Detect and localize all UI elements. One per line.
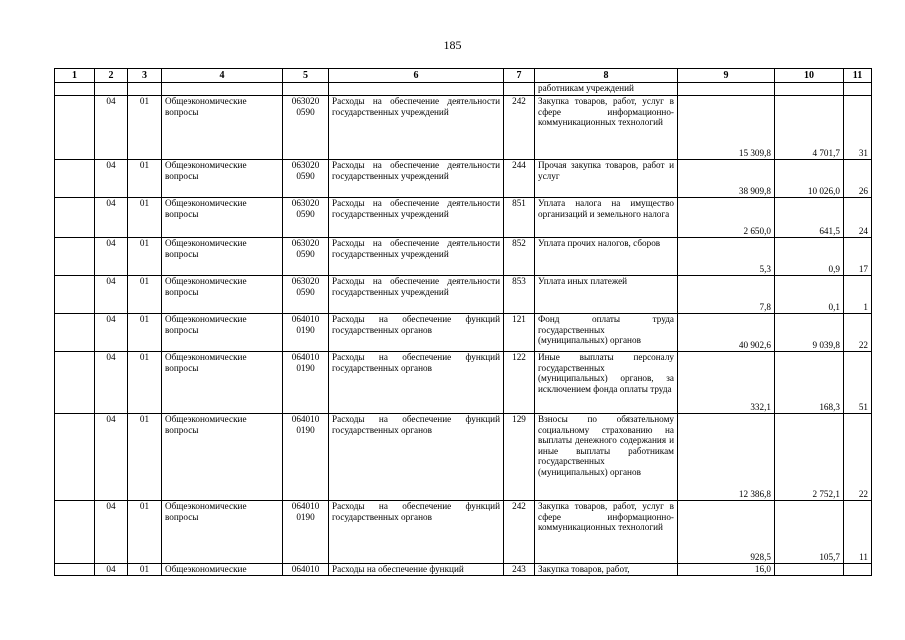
- executed-amount-cell: 168,3: [775, 352, 844, 414]
- column-header: 3: [128, 69, 162, 83]
- column-header: 11: [844, 69, 872, 83]
- subsection-code-cell: 01: [128, 414, 162, 501]
- column-header: 8: [535, 69, 678, 83]
- expense-code-cell: 851: [504, 198, 535, 238]
- section-name-cell: Общеэкономические вопросы: [162, 198, 283, 238]
- expense-type-cell: Закупка товаров, работ,: [535, 564, 678, 576]
- table-row: [55, 352, 872, 414]
- target-code-cell: 063020 0590: [283, 276, 329, 314]
- table-row: [55, 198, 872, 238]
- table-header-row: [55, 69, 872, 83]
- section-name-cell: Общеэкономические: [162, 564, 283, 576]
- column-header: 2: [95, 69, 128, 83]
- target-code-cell: 064010 0190: [283, 314, 329, 352]
- executed-amount-cell: [775, 564, 844, 576]
- target-name-cell: Расходы на обеспечение деятельности государственных учреждений: [329, 238, 504, 276]
- column-header: 5: [283, 69, 329, 83]
- target-name-cell: Расходы на обеспечение деятельности государственных учреждений: [329, 198, 504, 238]
- planned-amount-cell: 16,0: [678, 564, 775, 576]
- planned-amount-cell: 38 909,8: [678, 160, 775, 198]
- executed-amount-cell: 0,9: [775, 238, 844, 276]
- percent-cell: 31: [844, 96, 872, 160]
- section-code-cell: 04: [95, 96, 128, 160]
- section-code-cell: 04: [95, 198, 128, 238]
- target-name-cell: Расходы на обеспечение функций: [329, 564, 504, 576]
- percent-cell: 22: [844, 314, 872, 352]
- section-name-cell: Общеэкономические вопросы: [162, 96, 283, 160]
- table-row: [55, 501, 872, 564]
- expense-type-cell: Прочая закупка товаров, работ и услуг: [535, 160, 678, 198]
- section-code-cell: 04: [95, 501, 128, 564]
- target-name-cell: Расходы на обеспечение функций государственных органов: [329, 414, 504, 501]
- table-row: [55, 160, 872, 198]
- page-number: 185: [443, 38, 462, 52]
- percent-cell: 51: [844, 352, 872, 414]
- row-number-cell: [55, 238, 95, 276]
- expense-code-cell: 129: [504, 414, 535, 501]
- table-row: [55, 276, 872, 314]
- column-header: 9: [678, 69, 775, 83]
- expense-type-cell: Фонд оплаты труда государственных (муниципальных) органов: [535, 314, 678, 352]
- row-number-cell: [55, 414, 95, 501]
- percent-cell: 11: [844, 501, 872, 564]
- target-name-cell: Расходы на обеспечение деятельности государственных учреждений: [329, 160, 504, 198]
- planned-amount-cell: 5,3: [678, 238, 775, 276]
- executed-amount-cell: 4 701,7: [775, 96, 844, 160]
- target-code-cell: 063020 0590: [283, 198, 329, 238]
- row-number-cell: [55, 352, 95, 414]
- planned-amount-cell: 928,5: [678, 501, 775, 564]
- section-name-cell: Общеэкономические вопросы: [162, 238, 283, 276]
- column-header: 7: [504, 69, 535, 83]
- expense-code-cell: 244: [504, 160, 535, 198]
- target-code-cell: 063020 0590: [283, 96, 329, 160]
- percent-cell: 22: [844, 414, 872, 501]
- expense-type-cell: Взносы по обязательному социальному страхованию на выплаты денежного содержания и иные выплаты работникам государственных (муниципальных) органов: [535, 414, 678, 501]
- planned-amount-cell: 15 309,8: [678, 96, 775, 160]
- planned-amount-cell: 12 386,8: [678, 414, 775, 501]
- section-name-cell: Общеэкономические вопросы: [162, 414, 283, 501]
- expense-code-cell: 121: [504, 314, 535, 352]
- target-code-cell: 064010 0190: [283, 352, 329, 414]
- section-code-cell: 04: [95, 564, 128, 576]
- section-name-cell: Общеэкономические вопросы: [162, 352, 283, 414]
- executed-amount-cell: 0,1: [775, 276, 844, 314]
- row-number-cell: [55, 96, 95, 160]
- subsection-code-cell: 01: [128, 238, 162, 276]
- table-row: [55, 96, 872, 160]
- planned-amount-cell: 332,1: [678, 352, 775, 414]
- target-code-cell: 063020 0590: [283, 160, 329, 198]
- column-header: 10: [775, 69, 844, 83]
- expense-type-cell: Уплата иных платежей: [535, 276, 678, 314]
- column-header: 6: [329, 69, 504, 83]
- section-code-cell: 04: [95, 160, 128, 198]
- expense-type-cell: работникам учреждений: [535, 83, 678, 96]
- target-name-cell: Расходы на обеспечение функций государственных органов: [329, 352, 504, 414]
- subsection-code-cell: 01: [128, 160, 162, 198]
- planned-amount-cell: 40 902,6: [678, 314, 775, 352]
- target-name-cell: Расходы на обеспечение функций государственных органов: [329, 314, 504, 352]
- column-header: 4: [162, 69, 283, 83]
- subsection-code-cell: 01: [128, 276, 162, 314]
- target-name-cell: Расходы на обеспечение деятельности государственных учреждений: [329, 96, 504, 160]
- row-number-cell: [55, 276, 95, 314]
- continuation-row: [55, 83, 872, 96]
- section-name-cell: Общеэкономические вопросы: [162, 314, 283, 352]
- target-code-cell: 064010 0190: [283, 414, 329, 501]
- expense-code-cell: 853: [504, 276, 535, 314]
- planned-amount-cell: 7,8: [678, 276, 775, 314]
- column-header: 1: [55, 69, 95, 83]
- executed-amount-cell: 9 039,8: [775, 314, 844, 352]
- subsection-code-cell: 01: [128, 96, 162, 160]
- executed-amount-cell: 641,5: [775, 198, 844, 238]
- percent-cell: 24: [844, 198, 872, 238]
- subsection-code-cell: 01: [128, 501, 162, 564]
- subsection-code-cell: 01: [128, 564, 162, 576]
- expense-type-cell: Закупка товаров, работ, услуг в сфере информационно-коммуникационных технологий: [535, 96, 678, 160]
- target-code-cell: 063020 0590: [283, 238, 329, 276]
- percent-cell: 1: [844, 276, 872, 314]
- row-number-cell: [55, 314, 95, 352]
- target-name-cell: Расходы на обеспечение функций государственных органов: [329, 501, 504, 564]
- section-code-cell: 04: [95, 352, 128, 414]
- row-number-cell: [55, 160, 95, 198]
- subsection-code-cell: 01: [128, 314, 162, 352]
- expense-code-cell: 122: [504, 352, 535, 414]
- expense-code-cell: 242: [504, 501, 535, 564]
- percent-cell: 26: [844, 160, 872, 198]
- target-code-cell: 064010: [283, 564, 329, 576]
- budget-table: [54, 68, 872, 576]
- row-number-cell: [55, 564, 95, 576]
- section-name-cell: Общеэкономические вопросы: [162, 276, 283, 314]
- section-name-cell: Общеэкономические вопросы: [162, 160, 283, 198]
- table-row: [55, 564, 872, 576]
- percent-cell: [844, 564, 872, 576]
- section-code-cell: 04: [95, 276, 128, 314]
- row-number-cell: [55, 198, 95, 238]
- expense-code-cell: 852: [504, 238, 535, 276]
- executed-amount-cell: 105,7: [775, 501, 844, 564]
- subsection-code-cell: 01: [128, 198, 162, 238]
- executed-amount-cell: 2 752,1: [775, 414, 844, 501]
- expense-type-cell: Иные выплаты персоналу государственных (муниципальных) органов, за исключением фонда оплаты труда: [535, 352, 678, 414]
- table-row: [55, 238, 872, 276]
- target-code-cell: 064010 0190: [283, 501, 329, 564]
- expense-type-cell: Уплата прочих налогов, сборов: [535, 238, 678, 276]
- table-row: [55, 414, 872, 501]
- section-code-cell: 04: [95, 414, 128, 501]
- expense-code-cell: 242: [504, 96, 535, 160]
- expense-type-cell: Закупка товаров, работ, услуг в сфере информационно-коммуникационных технологий: [535, 501, 678, 564]
- section-code-cell: 04: [95, 314, 128, 352]
- table-row: [55, 314, 872, 352]
- percent-cell: 17: [844, 238, 872, 276]
- executed-amount-cell: 10 026,0: [775, 160, 844, 198]
- subsection-code-cell: 01: [128, 352, 162, 414]
- expense-code-cell: 243: [504, 564, 535, 576]
- section-name-cell: Общеэкономические вопросы: [162, 501, 283, 564]
- section-code-cell: 04: [95, 238, 128, 276]
- target-name-cell: Расходы на обеспечение деятельности государственных учреждений: [329, 276, 504, 314]
- row-number-cell: [55, 501, 95, 564]
- expense-type-cell: Уплата налога на имущество организаций и земельного налога: [535, 198, 678, 238]
- planned-amount-cell: 2 650,0: [678, 198, 775, 238]
